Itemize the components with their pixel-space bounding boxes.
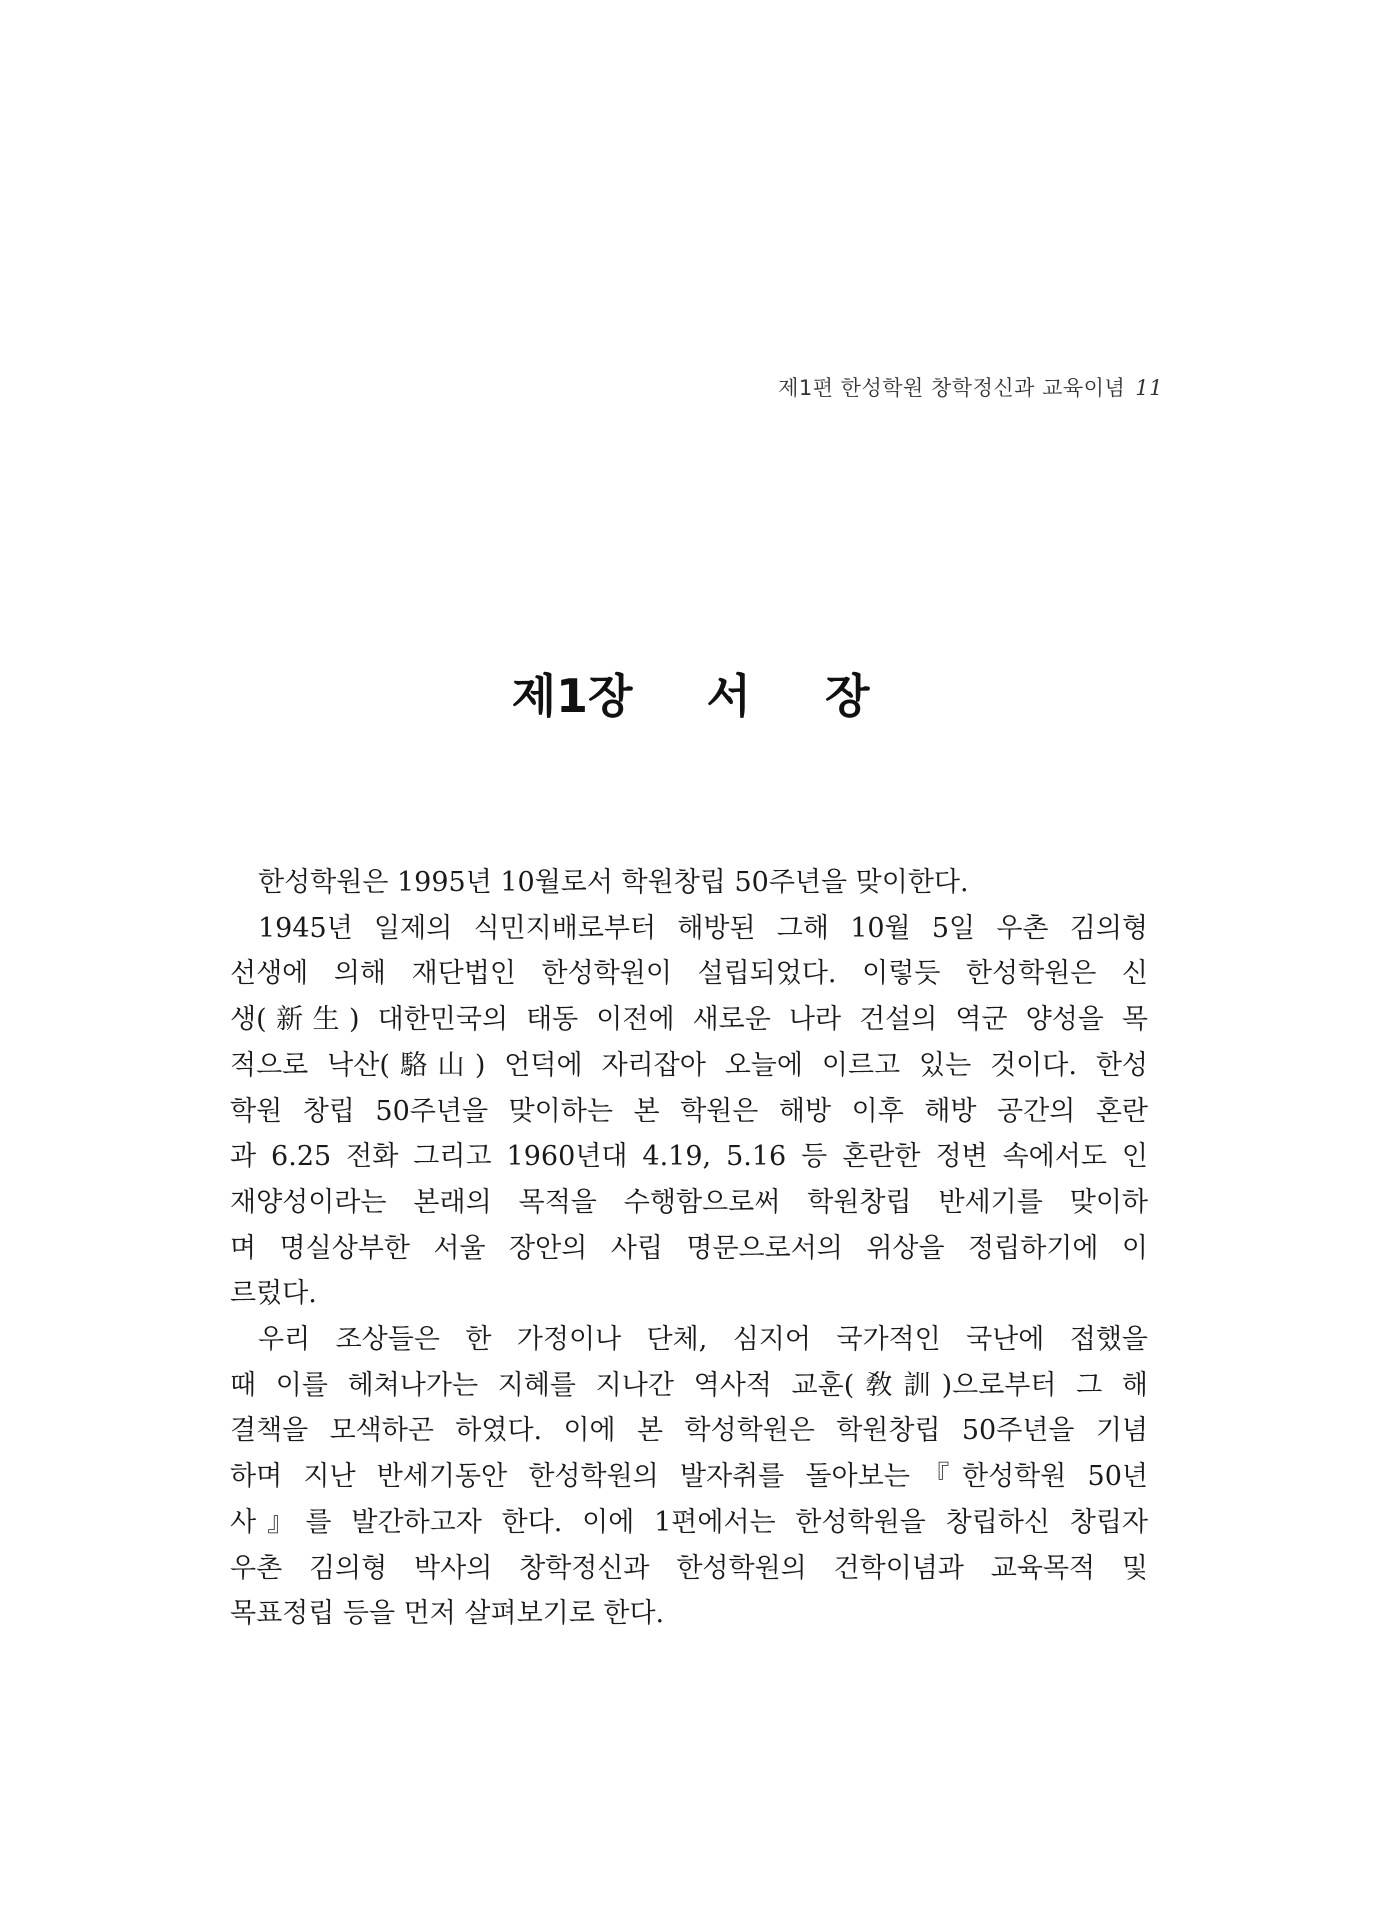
- text-line: 재양성이라는 본래의 목적을 수행함으로써 학원창립 반세기를 맞이하: [230, 1186, 1148, 1218]
- page-number: 11: [1135, 376, 1163, 400]
- text-line: 목표정립 등을 먼저 살펴보기로 한다.: [230, 1598, 665, 1630]
- chapter-title-part-1: 서: [706, 669, 751, 723]
- running-header: [778, 372, 1163, 402]
- text-line: 학원 창립 50주년을 맞이하는 본 학원은 해방 이후 해방 공간의 혼란: [230, 1095, 1148, 1127]
- text-line: 사』를 발간하고자 한다. 이에 1편에서는 한성학원을 창립하신 창립자: [230, 1506, 1148, 1538]
- text-line: 1945년 일제의 식민지배로부터 해방된 그해 10월 5일 우촌 김의형: [258, 912, 1148, 944]
- text-line: 한성학원은 1995년 10월로서 학원창립 50주년을 맞이한다.: [258, 867, 969, 898]
- text-line: 결책을 모색하곤 하였다. 이에 본 학성학원은 학원창립 50주년을 기념: [230, 1415, 1148, 1447]
- text-line: 선생에 의해 재단법인 한성학원이 설립되었다. 이렇듯 한성학원은 신: [230, 958, 1148, 990]
- text-line: 며 명실상부한 서울 장안의 사립 명문으로서의 위상을 정립하기에 이: [230, 1232, 1148, 1264]
- text-line: 하며 지난 반세기동안 한성학원의 발자취를 돌아보는『한성학원 50년: [230, 1461, 1148, 1493]
- body-text: [230, 860, 1148, 1637]
- text-line: 우리 조상들은 한 가정이나 단체, 심지어 국가적인 국난에 접했을: [258, 1324, 1148, 1356]
- text-line: 생(新生) 대한민국의 태동 이전에 새로운 나라 건설의 역군 양성을 목: [230, 1004, 1148, 1036]
- text-line: 때 이를 헤쳐나가는 지혜를 지나간 역사적 교훈(敎訓)으로부터 그 해: [230, 1369, 1148, 1401]
- text-line: 우촌 김의형 박사의 창학정신과 한성학원의 건학이념과 교육목적 및: [230, 1552, 1148, 1584]
- text-line: 적으로 낙산(駱山) 언덕에 자리잡아 오늘에 이르고 있는 것이다. 한성: [230, 1049, 1148, 1081]
- chapter-number: 제1장: [511, 669, 633, 723]
- chapter-title: [0, 660, 1381, 726]
- text-line: 과 6.25 전화 그리고 1960년대 4.19, 5.16 등 혼란한 정변 속에서도 인: [230, 1141, 1148, 1173]
- chapter-title-part-2: 장: [824, 669, 870, 723]
- running-header-title: 제1편 한성학원 창학정신과 교육이념: [778, 376, 1126, 400]
- text-line: 르렀다.: [230, 1278, 317, 1310]
